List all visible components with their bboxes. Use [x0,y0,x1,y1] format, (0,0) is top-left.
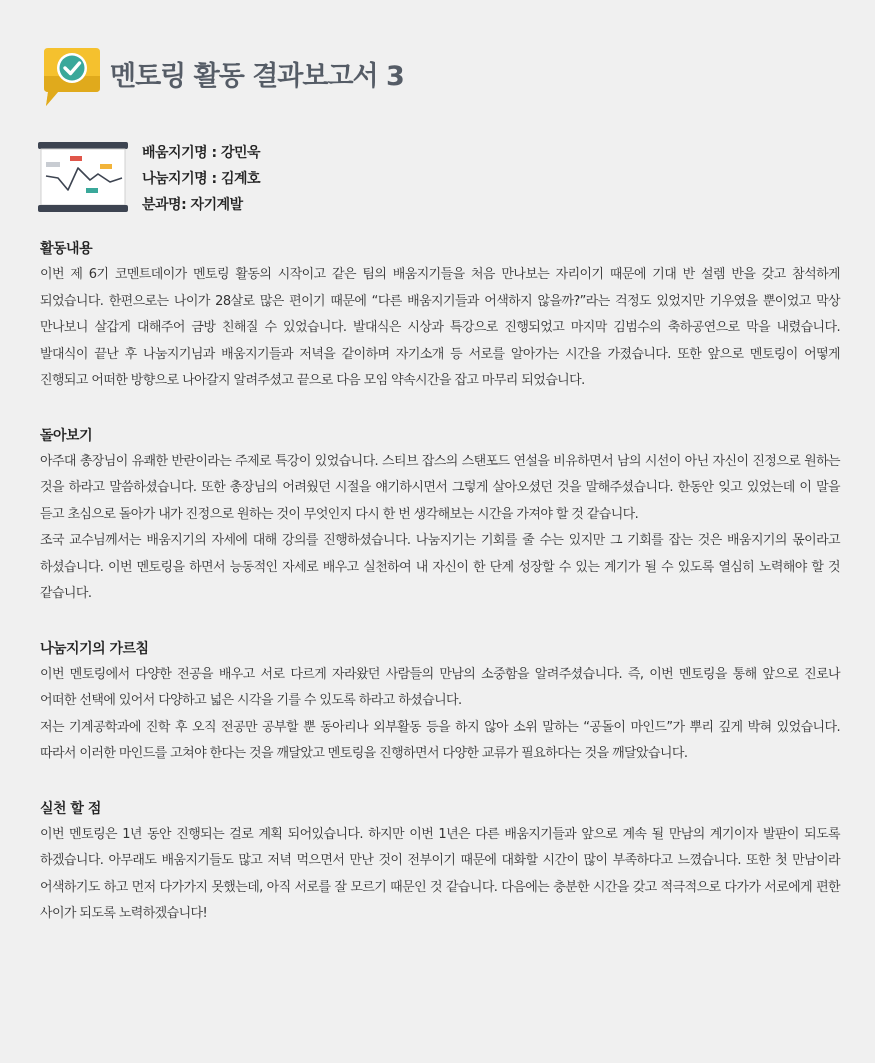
section-paragraph: 조국 교수님께서는 배움지기의 자세에 대해 강의를 진행하셨습니다. 나눔지기는 기회를 줄 수는 있지만 그 기회를 잡는 것은 배움지기의 몫이라고 하셨습니다. 이번 멘토링을 하면서 능동적인 자세로 배우고 실천하여 내 자신이 한 단계 성장할 수 있는 계기가 될 수 있도록 열심히 노력해야 할 것 같습니다. [40,533,840,601]
section-mentor-teaching [40,636,840,768]
page-title: 멘토링 활동 결과보고서 3 [110,61,404,92]
section-heading: 실천 할 점 [40,800,101,817]
section-heading: 나눔지기의 가르침 [40,640,149,657]
report-content [40,236,840,956]
section-heading: 활동내용 [40,241,93,257]
section-activity [40,236,840,395]
mentee-name: 배움지기명 : 강민욱 [142,145,261,161]
whiteboard-chart-icon [38,140,128,216]
section-heading: 돌아보기 [40,427,93,444]
section-paragraph: 이번 멘토링에서 다양한 전공을 배우고 서로 다르게 자라왔던 사람들의 만남의 소중함을 알려주셨습니다. 즉, 이번 멘토링을 통해 앞으로 진로나 어떠한 선택에 있어서 다양하고 넓은 시각을 기를 수 있도록 하라고 하셨습니다. [40,666,840,708]
section-paragraph: 이번 멘토링은 1년 동안 진행되는 걸로 계획 되어있습니다. 하지만 이번 1년은 다른 배움지기들과 앞으로 계속 될 만남의 계기이자 발판이 되도록 하겠습니다. 아무래도 배움지기들도 많고 저녁 먹으면서 만난 것이 전부이기 때문에 대화할 시간이 많이 부족하다고 느꼈습니다. 또한 첫 만남이라 어색하기도 하고 먼저 다가가지 못했는데, 아직 서로를 잘 모르기 때문인 것 같습니다. 다음에는 충분한 시간을 갖고 적극적으로 다가가 서로에게 편한 사이가 되도록 노력하겠습니다! [40,826,840,921]
section-paragraph: 이번 제 6기 코멘트데이가 멘토링 활동의 시작이고 같은 팀의 배움지기들을 처음 만나보는 자리이기 때문에 기대 반 설렘 반을 갖고 참석하게 되었습니다. 한편으로는 나이가 28살로 많은 편이기 때문에 “다른 배움지기들과 어색하지 않을까?”라는 걱정도 있었지만 기우였을 뿐이었고 막상 만나보니 살갑게 대해주어 금방 친해질 수 있었습니다. 발대식은 시상과 특강으로 진행되었고 마지막 김범수의 축하공연으로 막을 내렸습니다. 발대식이 끝난 후 나눔지기님과 배움지기들과 저녁을 같이하며 자기소개 등 서로를 알아가는 시간을 가졌습니다. 또한 앞으로 멘토링이 어떻게 진행되고 어떠한 방향으로 나아갈지 알려주셨고 끝으로 다음 모임 약속시간을 잡고 마무리 되었습니다. [40,267,840,388]
section-paragraph: 아주대 총장님이 유쾌한 반란이라는 주제로 특강이 있었습니다. 스티브 잡스의 스탠포드 연설을 비유하면서 남의 시선이 아닌 자신이 진정으로 원하는 것을 하라고 말씀하셨습니다. 또한 총장님의 어려웠던 시절을 얘기하시면서 그렇게 살아오셨던 것을 말해주셨습니다. 한동안 잊고 있었는데 이 말을 듣고 초심으로 돌아가 내가 진정으로 원하는 것이 무엇인지 다시 한 번 생각해보는 시간을 가져야 할 것 같습니다. [40,453,840,522]
section-paragraph: 저는 기계공학과에 진학 후 오직 전공만 공부할 뿐 동아리나 외부활동 등을 하지 않아 소위 말하는 “공돌이 마인드”가 뿌리 깊게 박혀 있었습니다. 따라서 이러한 마인드를 고쳐야 한다는 것을 깨달았고 멘토링을 진행하면서 다양한 교류가 필요하다는 것을 깨달았습니다. [40,719,840,761]
mentor-name: 나눔지기명 : 김계호 [142,171,261,187]
section-action-points [40,796,840,928]
report-meta [142,140,260,218]
checkmark-speech-bubble-icon [40,46,104,108]
section-reflection [40,423,840,608]
division-name: 분과명: 자기계발 [142,197,243,213]
